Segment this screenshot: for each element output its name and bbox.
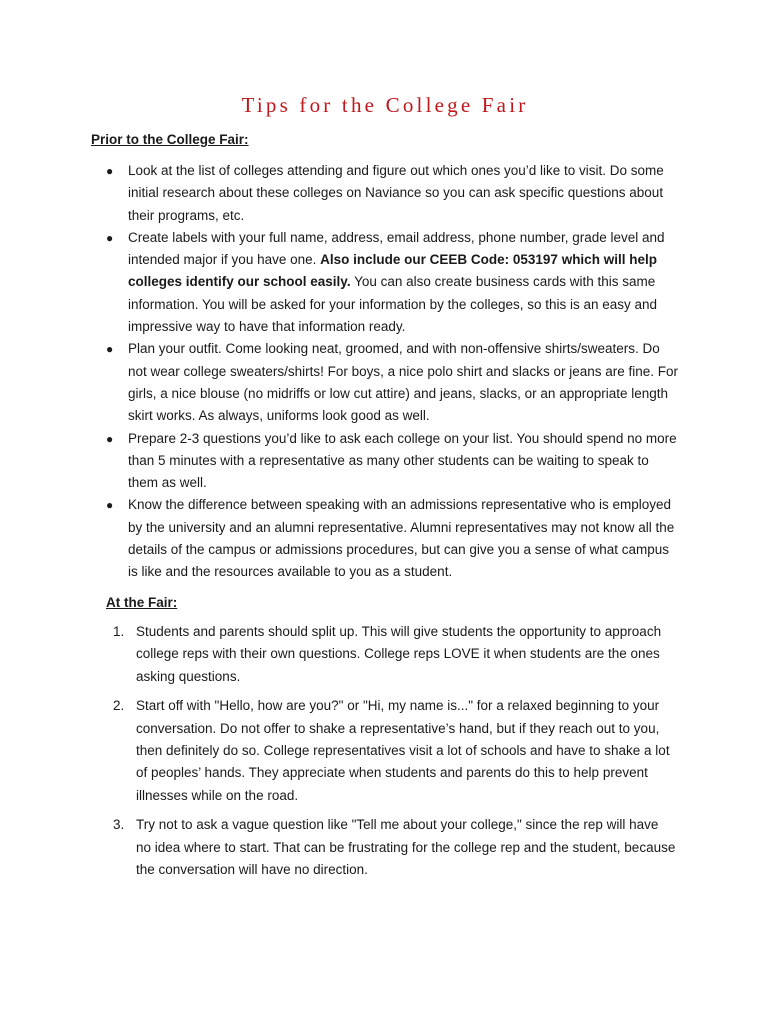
list-item-text: You can also create business cards with this same information. You will be asked for your information by the colleges, so this is an easy and impressive way to have that information ready. — [128, 274, 658, 335]
list-item-text: Create labels with your full name, address, email address, phone number, grade level and intended major if you have one. — [128, 229, 665, 268]
list-item-text: Start off with "Hello, how are you?" or "Hi, my name is..." for a relaxed beginning to your conversation. Do not offer to shake a representative’s hand, but if they reach out to you, then definitely do so. College representatives visit a lot of schools and have to shake a lot of peoples’ hands. They appreciate when students and parents do this to help prevent illnesses while on the road. — [136, 698, 670, 803]
list-item-number: 3. — [113, 817, 125, 833]
page-title: Tips for the College Fair — [241, 93, 529, 117]
list-item — [0, 494, 680, 583]
bullet-icon: ● — [106, 431, 114, 446]
list-item-text: Prepare 2-3 questions you’d like to ask each college on your list. You should spend no more than 5 minutes with a representative as many other students can be waiting to speak to them as well. — [128, 430, 677, 491]
list-item-number: 1. — [113, 624, 125, 639]
list-item — [0, 695, 676, 806]
list-item-number: 2. — [113, 698, 125, 714]
list-item — [0, 814, 676, 881]
section-heading-fair: At the Fair: — [106, 595, 178, 610]
list-item-text: Plan your outfit. Come looking neat, groomed, and with non-offensive shirts/sweaters. Do not wear college sweaters/shirts! For boys, a nice polo shirt and slacks or jeans are fine. For girls, a nice blouse (no midriffs or low cut attire) and jeans, slacks, or an appropriate length skirt works. As always, uniforms look good as well. — [128, 341, 678, 424]
bullet-icon: ● — [106, 342, 114, 357]
list-item-text: Students and parents should split up. This will give students the opportunity to approach college reps with their own questions. College reps LOVE it when students are the ones asking questions. — [136, 624, 662, 684]
list-item-text: Know the difference between speaking with an admissions representative who is employed by the university and an alumni representative. Alumni representatives may not know all the details of the campus or admissions procedures, but can give you a sense of what campus is like and the resources available to you as a student. — [128, 497, 675, 580]
prior-tips-list — [0, 160, 770, 584]
list-item-text: Look at the list of colleges attending and figure out which ones you’d like to visit. Do some initial research about these colleges on Naviance so you can ask specific questions about their programs, etc. — [128, 163, 664, 223]
fair-tips-list — [0, 621, 770, 889]
list-item — [0, 227, 680, 338]
ceeb-code-note: Also include our CEEB Code: 053197 which will help colleges identify our school easily. — [128, 252, 657, 290]
bullet-icon: ● — [106, 164, 114, 178]
list-item — [0, 338, 680, 427]
list-item-text: Try not to ask a vague question like "Tell me about your college," since the rep will have no idea where to start. That can be frustrating for the college rep and the student, because the conversation will have no direction. — [136, 817, 676, 877]
list-item — [0, 160, 680, 227]
list-item — [0, 428, 680, 495]
bullet-icon: ● — [106, 498, 114, 513]
bullet-icon: ● — [106, 230, 114, 245]
section-heading-prior: Prior to the College Fair: — [91, 132, 249, 147]
list-item — [0, 621, 676, 688]
